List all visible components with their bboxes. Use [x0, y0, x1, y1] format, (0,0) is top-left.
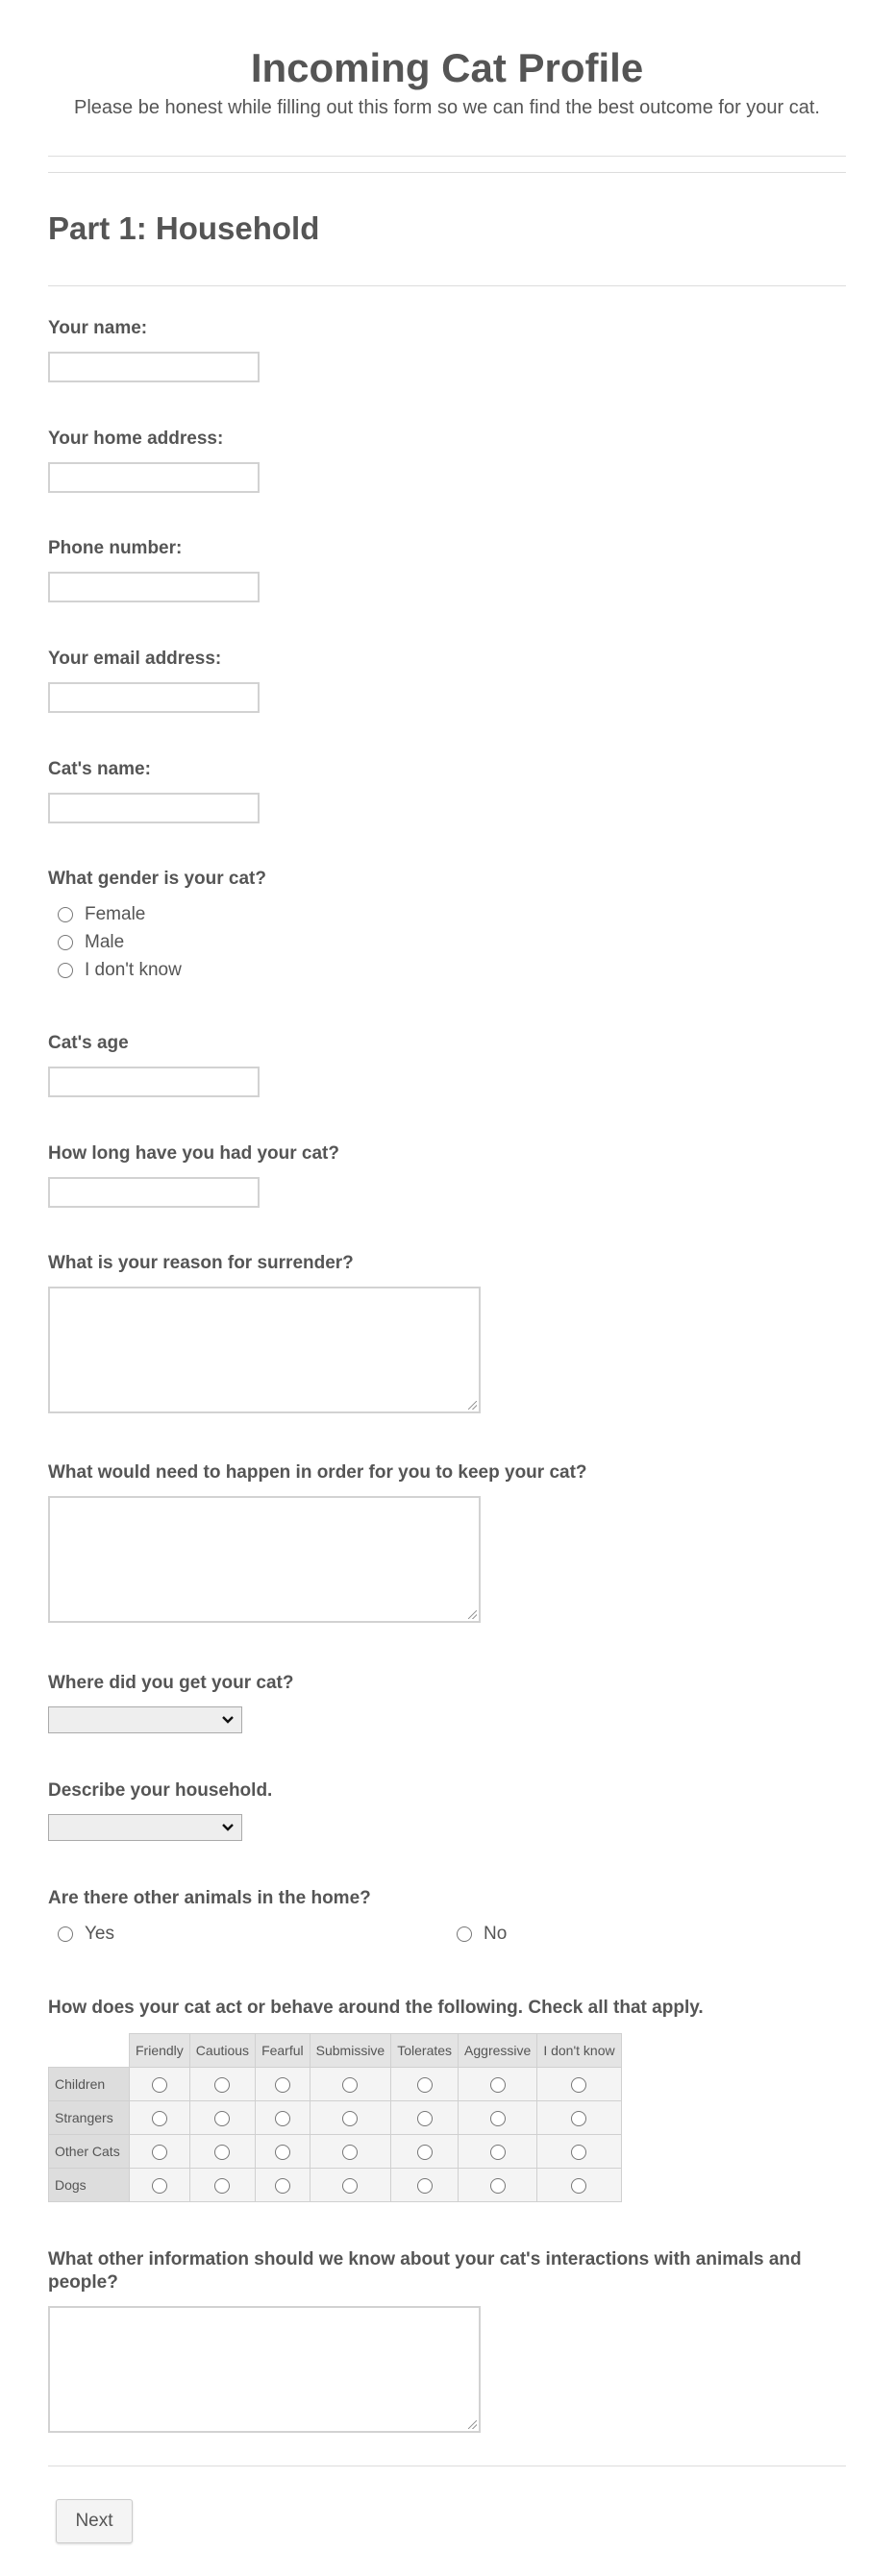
question-gender	[48, 868, 846, 984]
form-header	[48, 0, 846, 119]
matrix-cell[interactable]	[256, 2068, 310, 2101]
matrix-cell[interactable]	[459, 2135, 537, 2169]
matrix-column-header: I don't know	[537, 2034, 621, 2068]
radio-button[interactable]	[571, 2077, 586, 2093]
other-animals-options	[48, 1920, 846, 1948]
radio-button[interactable]	[152, 2178, 167, 2194]
radio-button[interactable]	[571, 2178, 586, 2194]
name-input[interactable]	[48, 352, 260, 382]
matrix-cell[interactable]	[459, 2101, 537, 2135]
matrix-cell[interactable]	[189, 2169, 255, 2202]
household-select[interactable]	[48, 1814, 242, 1841]
matrix-column-header: Tolerates	[391, 2034, 459, 2068]
form-title: Incoming Cat Profile	[250, 45, 644, 90]
radio-button[interactable]	[571, 2145, 586, 2160]
matrix-cell[interactable]	[130, 2068, 190, 2101]
question-label: Your home address:	[48, 429, 224, 449]
matrix-row	[49, 2101, 622, 2135]
phone-input[interactable]	[48, 572, 260, 602]
radio-button[interactable]	[275, 2111, 290, 2126]
resize-handle-icon[interactable]	[468, 1401, 477, 1410]
cat-profile-form	[48, 0, 846, 2531]
resize-handle-icon[interactable]	[468, 2420, 477, 2429]
matrix-cell[interactable]	[189, 2068, 255, 2101]
matrix-row	[49, 2068, 622, 2101]
question-household	[48, 1779, 846, 1841]
matrix-body	[49, 2068, 622, 2202]
radio-button[interactable]	[275, 2077, 290, 2093]
radio-button[interactable]	[490, 2111, 506, 2126]
cat-name-input[interactable]	[48, 793, 260, 823]
radio-button[interactable]	[342, 2111, 358, 2126]
radio-button[interactable]	[275, 2145, 290, 2160]
radio-button[interactable]	[490, 2178, 506, 2194]
source-select[interactable]	[48, 1706, 242, 1733]
question-label: Are there other animals in the home?	[48, 1888, 371, 1908]
keep-textarea[interactable]	[48, 1496, 481, 1623]
matrix-row-label: Other Cats	[49, 2135, 130, 2169]
resize-handle-icon[interactable]	[468, 1610, 477, 1619]
question-reason	[48, 1252, 846, 1413]
matrix-cell[interactable]	[310, 2169, 391, 2202]
form-subtitle: Please be honest while filling out this form so we can find the best outcome for your cat.	[74, 97, 820, 118]
matrix-row-label: Dogs	[49, 2169, 130, 2202]
divider	[48, 285, 846, 286]
option-label: No	[484, 1923, 508, 1944]
gender-options	[48, 900, 846, 984]
radio-button[interactable]	[152, 2145, 167, 2160]
matrix-cell[interactable]	[459, 2169, 537, 2202]
radio-button[interactable]	[417, 2111, 433, 2126]
matrix-row	[49, 2135, 622, 2169]
other-animals-option-no[interactable]	[447, 1920, 507, 1948]
matrix-column-header: Cautious	[189, 2034, 255, 2068]
matrix-cell[interactable]	[537, 2101, 621, 2135]
question-label: What would need to happen in order for you to keep your cat?	[48, 1462, 587, 1483]
gender-option-male[interactable]	[48, 928, 846, 956]
radio-button[interactable]	[571, 2111, 586, 2126]
radio-button[interactable]	[214, 2077, 230, 2093]
question-label: How long have you had your cat?	[48, 1143, 339, 1164]
matrix-cell[interactable]	[537, 2068, 621, 2101]
matrix-cell[interactable]	[391, 2169, 459, 2202]
question-behavior	[48, 1997, 846, 2202]
question-label: Your name:	[48, 318, 148, 338]
matrix-cell[interactable]	[130, 2135, 190, 2169]
gender-option-unknown[interactable]	[48, 956, 846, 984]
matrix-cell[interactable]	[310, 2101, 391, 2135]
question-label: How does your cat act or behave around the following. Check all that apply.	[48, 1998, 704, 2018]
question-label: Cat's age	[48, 1033, 129, 1053]
radio-button[interactable]	[275, 2178, 290, 2194]
matrix-cell[interactable]	[256, 2169, 310, 2202]
matrix-corner	[49, 2034, 130, 2068]
matrix-cell[interactable]	[256, 2135, 310, 2169]
radio-button[interactable]	[214, 2145, 230, 2160]
question-label: Describe your household.	[48, 1780, 273, 1801]
question-address	[48, 428, 846, 493]
matrix-cell[interactable]	[189, 2135, 255, 2169]
chevron-down-icon	[222, 1716, 234, 1724]
matrix-cell[interactable]	[189, 2101, 255, 2135]
matrix-cell[interactable]	[391, 2135, 459, 2169]
question-how-long	[48, 1142, 846, 1208]
matrix-cell[interactable]	[391, 2101, 459, 2135]
radio-button[interactable]	[214, 2111, 230, 2126]
matrix-header-row	[49, 2034, 622, 2068]
question-label: Cat's name:	[48, 759, 151, 779]
option-label: Yes	[85, 1923, 114, 1944]
chevron-down-icon	[222, 1824, 234, 1831]
how-long-input[interactable]	[48, 1177, 260, 1208]
radio-button[interactable]	[417, 2077, 433, 2093]
matrix-cell[interactable]	[310, 2135, 391, 2169]
radio-button[interactable]	[58, 963, 73, 978]
question-other-animals	[48, 1887, 846, 1948]
radio-button[interactable]	[490, 2077, 506, 2093]
gender-option-female[interactable]	[48, 900, 846, 928]
matrix-cell[interactable]	[459, 2068, 537, 2101]
radio-button[interactable]	[417, 2178, 433, 2194]
radio-button[interactable]	[58, 935, 73, 950]
option-label: I don't know	[85, 959, 182, 980]
matrix-column-header: Friendly	[130, 2034, 190, 2068]
matrix-column-header: Aggressive	[459, 2034, 537, 2068]
radio-button[interactable]	[490, 2145, 506, 2160]
question-keep	[48, 1461, 846, 1623]
radio-button[interactable]	[457, 1926, 472, 1942]
cat-age-input[interactable]	[48, 1067, 260, 1097]
matrix-cell[interactable]	[310, 2068, 391, 2101]
radio-button[interactable]	[342, 2077, 358, 2093]
radio-button[interactable]	[214, 2178, 230, 2194]
divider	[48, 172, 846, 173]
matrix-cell[interactable]	[537, 2135, 621, 2169]
matrix-row-label: Children	[49, 2068, 130, 2101]
question-other-info	[48, 2248, 846, 2433]
matrix-cell[interactable]	[537, 2169, 621, 2202]
question-label: Phone number:	[48, 538, 183, 558]
question-cat-name	[48, 758, 846, 823]
question-label: What gender is your cat?	[48, 869, 266, 889]
radio-button[interactable]	[58, 1926, 73, 1942]
reason-textarea[interactable]	[48, 1287, 481, 1413]
radio-button[interactable]	[342, 2178, 358, 2194]
question-phone	[48, 537, 846, 602]
question-source	[48, 1672, 846, 1733]
option-label: Female	[85, 903, 146, 924]
question-label: What other information should we know about your cat's interactions with animals and people?	[48, 2249, 802, 2293]
question-label: Where did you get your cat?	[48, 1673, 294, 1693]
behavior-matrix	[48, 2033, 622, 2202]
question-label: Your email address:	[48, 649, 222, 669]
other-animals-option-yes[interactable]	[48, 1920, 447, 1948]
other-info-textarea[interactable]	[48, 2306, 481, 2433]
matrix-row	[49, 2169, 622, 2202]
matrix-cell[interactable]	[130, 2101, 190, 2135]
question-cat-age	[48, 1032, 846, 1097]
radio-button[interactable]	[342, 2145, 358, 2160]
question-email	[48, 648, 846, 713]
question-name	[48, 317, 846, 382]
email-input[interactable]	[48, 682, 260, 713]
matrix-column-header: Fearful	[256, 2034, 310, 2068]
matrix-column-header: Submissive	[310, 2034, 391, 2068]
matrix-cell[interactable]	[391, 2068, 459, 2101]
divider	[48, 156, 846, 157]
matrix-cell[interactable]	[256, 2101, 310, 2135]
question-label: What is your reason for surrender?	[48, 1253, 354, 1273]
address-input[interactable]	[48, 462, 260, 493]
matrix-cell[interactable]	[130, 2169, 190, 2202]
next-button[interactable]: Next	[56, 2499, 133, 2543]
radio-button[interactable]	[152, 2077, 167, 2093]
matrix-row-label: Strangers	[49, 2101, 130, 2135]
section-title: Part 1: Household	[48, 210, 320, 246]
radio-button[interactable]	[152, 2111, 167, 2126]
radio-button[interactable]	[58, 907, 73, 922]
radio-button[interactable]	[417, 2145, 433, 2160]
option-label: Male	[85, 931, 125, 952]
